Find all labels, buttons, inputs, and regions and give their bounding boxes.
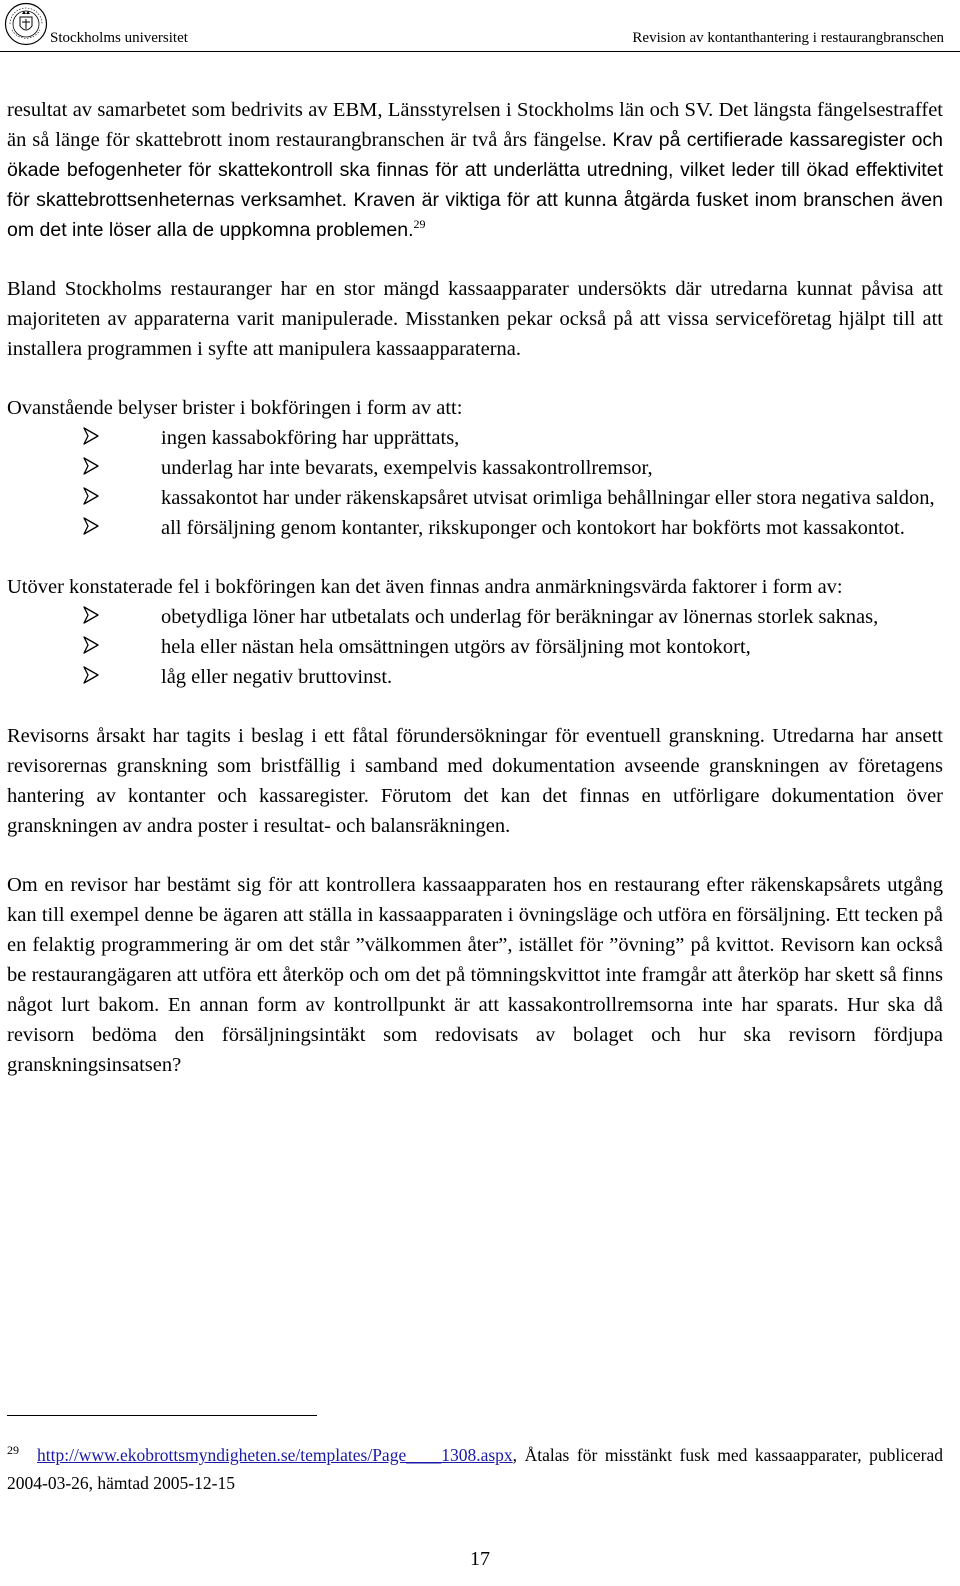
page-number: 17 <box>470 1548 490 1570</box>
paragraph-4: Om en revisor har bestämt sig för att kontrollera kassaapparaten hos en restaurang efter räkenskapsårets utgång kan till exempel denne be ägaren att ställa in kassaapparaten i övningsläge och utföra en försäljning. Ett tecken på en felaktig programmering är om det står ”välkommen åter”, istället för ”övning” på kvittot. Revisorn kan också be restaurangägaren att utföra ett återköp och om det på tömningskvittot inte framgår att återköp har skett så finns något lurt bakom. En annan form av kontrollpunkt är att kassakontrollremsorna inte har sparats. Hur ska då revisorn bedöma den försäljningsintäkt som redovisats av bolaget och hur ska revisorn fördjupa granskningsinsatsen? <box>7 874 943 1076</box>
list-item: all försäljning genom kontanter, rikskuponger och kontokort har bokförts mot kassakontot. <box>7 513 943 543</box>
list-2-intro: Utöver konstaterade fel i bokföringen kan det även finnas andra anmärkningsvärda faktorer i form av: <box>7 576 843 598</box>
arrow-bullet-icon <box>83 606 99 624</box>
university-seal-icon <box>4 2 48 46</box>
paragraph-1-serif: resultat av samarbetet som bedrivits av EBM, Länsstyrelsen i Stockholms län och SV. Det längsta fängelsestraffet än så länge för skattebrott inom restaurangbranschen är två års fängelse. <box>7 99 943 151</box>
list-item: låg eller negativ bruttovinst. <box>7 662 943 692</box>
footnote-reference[interactable]: 29 <box>413 217 426 232</box>
footnote <box>7 1441 943 1497</box>
factor-list <box>7 602 943 692</box>
university-name: Stockholms universitet <box>50 30 188 46</box>
footnote-separator <box>7 1415 317 1416</box>
arrow-bullet-icon <box>83 487 99 505</box>
arrow-bullet-icon <box>83 517 99 535</box>
footnote-link[interactable]: http://www.ekobrottsmyndigheten.se/templates/Page____1308.aspx <box>37 1445 513 1465</box>
document-running-title: Revision av kontanthantering i restaurangbranschen <box>632 30 944 46</box>
body-text <box>7 95 943 1109</box>
list-1-intro: Ovanstående belyser brister i bokföringen i form av att: <box>7 397 463 419</box>
paragraph-1-sans: Krav på certifierade kassaregister och ökade befogenheter för skattekontroll ska finnas för att underlätta utredning, vilket leder till ökad effektivitet för skattebrottsenheternas verksamhet. Kraven är viktiga för att kunna åtgärda fusket inom branschen även om det inte löser alla de uppkomna problemen. <box>7 129 944 241</box>
header-rule <box>0 51 960 52</box>
list-item: hela eller nästan hela omsättningen utgörs av försäljning mot kontokort, <box>7 632 943 662</box>
list-item: kassakontot har under räkenskapsåret utvisat orimliga behållningar eller stora negativa saldon, <box>7 483 943 513</box>
arrow-bullet-icon <box>83 457 99 475</box>
arrow-bullet-icon <box>83 666 99 684</box>
arrow-bullet-icon <box>83 427 99 445</box>
deficiency-list <box>7 423 943 543</box>
paragraph-1 <box>7 95 943 245</box>
list-item: obetydliga löner har utbetalats och underlag för beräkningar av lönernas storlek saknas, <box>7 602 943 632</box>
paragraph-2: Bland Stockholms restauranger har en stor mängd kassaapparater undersökts där utredarna kunnat påvisa att majoriteten av apparaterna varit manipulerade. Misstanken pekar också på att vissa serviceföretag hjälpt till att installera programmen i syfte att manipulera kassaapparaterna. <box>7 278 943 360</box>
paragraph-3: Revisorns årsakt har tagits i beslag i ett fåtal förundersökningar för eventuell granskning. Utredarna har ansett revisorernas granskning som bristfällig i samband med dokumentation avseende granskningen av företagens hantering av kontanter och kassaregister. Förutom det kan det finnas en utförligare dokumentation över granskningen av andra poster i resultat- och balansräkningen. <box>7 725 943 837</box>
footnote-number: 29 <box>7 1443 19 1458</box>
footnote-text: , Åtalas för misstänkt fusk med kassaapparater, publicerad 2004-03-26, hämtad 2005-12-15 <box>7 1445 943 1493</box>
list-item: underlag har inte bevarats, exempelvis kassakontrollremsor, <box>7 453 943 483</box>
list-item: ingen kassabokföring har upprättats, <box>7 423 943 453</box>
arrow-bullet-icon <box>83 636 99 654</box>
page-header <box>0 0 960 56</box>
